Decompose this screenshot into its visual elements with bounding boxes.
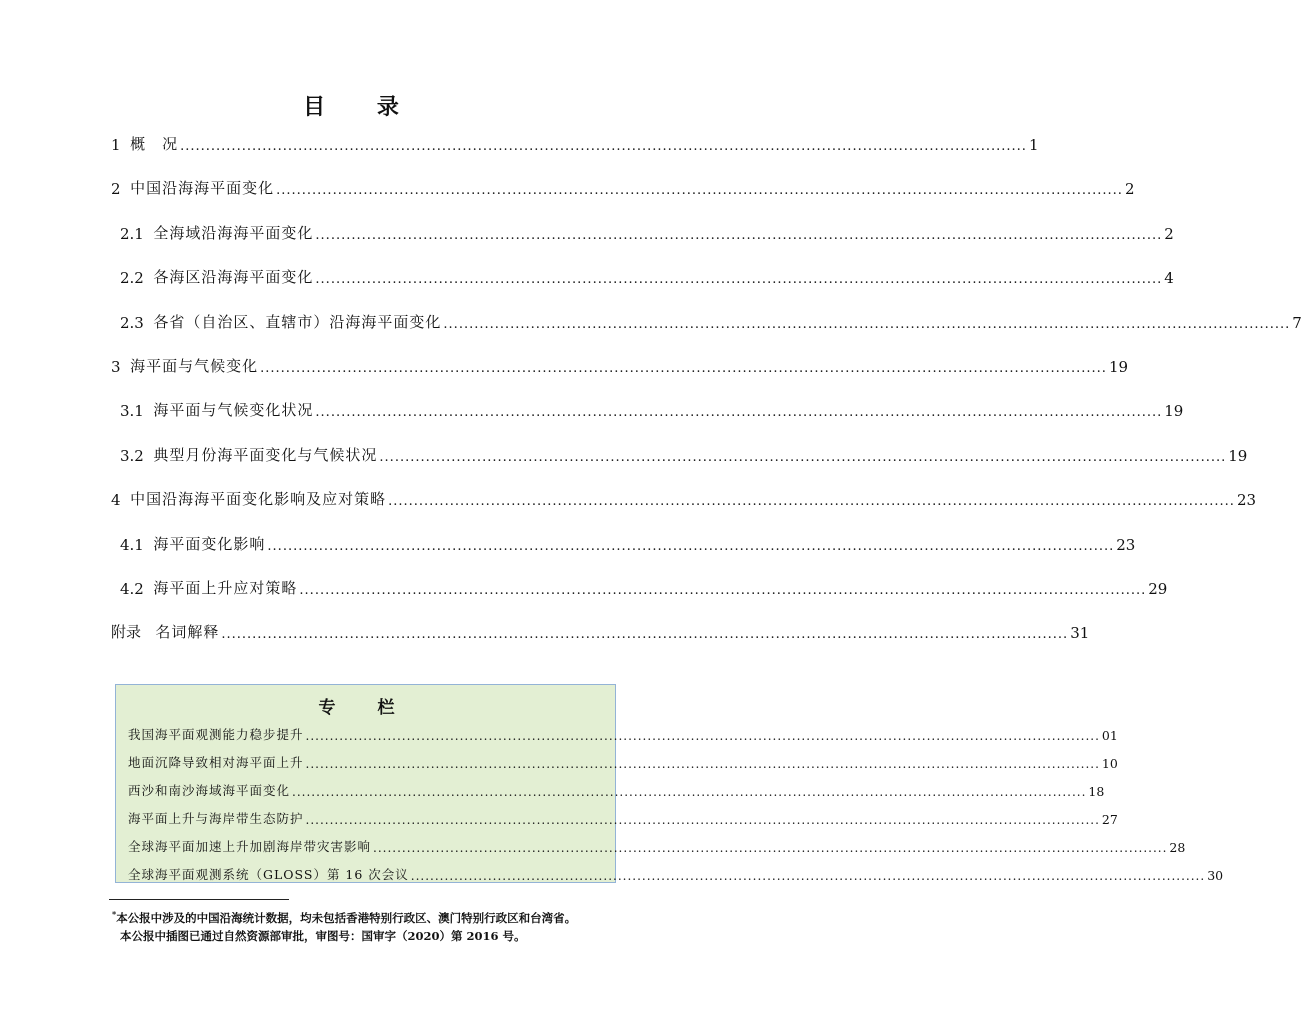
toc-number: 4 — [111, 491, 121, 510]
column-page: 18 — [1088, 784, 1105, 799]
toc-entry[interactable] — [111, 177, 1135, 199]
toc-number: 2.2 — [120, 269, 144, 288]
toc-label: 典型月份海平面变化与气候状况 — [153, 445, 378, 464]
toc-number: 3.2 — [120, 446, 144, 465]
toc-page: 29 — [1148, 579, 1168, 598]
toc-label: 海平面上升应对策略 — [153, 578, 298, 597]
footnote-text-1: 本公报中涉及的中国沿海统计数据，均未包括香港特别行政区、澳门特别行政区和台湾省。 — [116, 910, 577, 925]
toc-leader: ..................................................................................................................................................................... — [180, 139, 1027, 154]
column-leader: ..................................................................................................................................................................... — [305, 729, 1100, 743]
special-column-box — [115, 684, 1224, 883]
toc-entry[interactable] — [111, 533, 1136, 554]
column-entry[interactable] — [128, 783, 1105, 799]
toc-number: 3 — [111, 357, 121, 376]
toc-page: 1 — [1028, 136, 1039, 154]
column-label: 全球海平面观测系统（GLOSS）第 16 次会议 — [128, 867, 409, 882]
toc-leader: ..................................................................................................................................................................... — [221, 627, 1069, 643]
toc-leader: ..................................................................................................................................................................... — [260, 360, 1107, 376]
column-entry[interactable] — [128, 839, 1186, 855]
column-label: 我国海平面观测能力稳步提升 — [128, 727, 304, 742]
toc-entry[interactable] — [111, 133, 1039, 154]
footnote — [112, 905, 576, 945]
toc-leader: ..................................................................................................................................................................... — [267, 538, 1115, 554]
toc-number: 3.1 — [120, 402, 144, 421]
toc-label: 海平面与气候变化状况 — [153, 401, 314, 420]
toc-number: 4.2 — [120, 579, 144, 598]
toc-label: 中国沿海海平面变化影响及应对策略 — [130, 490, 387, 509]
column-entry[interactable] — [128, 727, 1118, 743]
toc-page: 4 — [1164, 269, 1174, 288]
toc-entry[interactable] — [111, 577, 1168, 598]
column-leader: ..................................................................................................................................................................... — [305, 757, 1100, 771]
special-column-title: 专 栏 — [318, 698, 413, 718]
toc-leader: ..................................................................................................................................................................... — [299, 582, 1147, 598]
toc-leader: ..................................................................................................................................................................... — [388, 494, 1235, 510]
column-entry[interactable] — [128, 811, 1118, 827]
toc-leader: ..................................................................................................................................................................... — [443, 316, 1291, 332]
toc-label: 海平面变化影响 — [153, 534, 266, 553]
toc-label: 全海域沿海海平面变化 — [153, 223, 314, 242]
column-leader: ..................................................................................................................................................................... — [410, 869, 1206, 883]
column-entry[interactable] — [128, 867, 1224, 883]
toc-label: 各省（自治区、直辖市）沿海海平面变化 — [153, 312, 442, 331]
toc-entry[interactable] — [111, 266, 1174, 288]
toc-page: 2 — [1124, 180, 1135, 199]
page-title: 目 录 — [303, 94, 421, 120]
toc-page: 19 — [1228, 446, 1248, 465]
toc-number: 1 — [111, 136, 121, 154]
toc-label: 概 况 — [130, 135, 179, 153]
toc-leader: ..................................................................................................................................................................... — [315, 272, 1163, 288]
toc-number: 4.1 — [120, 535, 144, 554]
toc-leader: ..................................................................................................................................................................... — [315, 227, 1163, 243]
column-page: 27 — [1101, 812, 1118, 827]
toc-number: 附录 — [111, 623, 142, 642]
column-leader: ..................................................................................................................................................................... — [373, 841, 1168, 855]
toc-page: 23 — [1116, 535, 1136, 554]
toc-entry[interactable] — [111, 444, 1248, 465]
column-label: 地面沉降导致相对海平面上升 — [128, 755, 304, 770]
column-page: 30 — [1207, 868, 1224, 883]
toc-leader: ..................................................................................................................................................................... — [379, 449, 1227, 465]
table-of-contents — [111, 133, 1302, 666]
toc-number: 2.1 — [120, 224, 144, 243]
toc-label: 名词解释 — [155, 623, 220, 642]
footnote-mark: * — [112, 909, 117, 919]
column-page: 01 — [1101, 728, 1118, 743]
toc-page: 31 — [1070, 624, 1090, 643]
toc-page: 19 — [1108, 357, 1129, 376]
toc-number: 2.3 — [120, 313, 144, 332]
toc-leader: ..................................................................................................................................................................... — [315, 405, 1163, 421]
toc-entry[interactable] — [111, 311, 1302, 332]
toc-page: 23 — [1236, 491, 1257, 510]
toc-label: 海平面与气候变化 — [130, 356, 259, 375]
column-label: 全球海平面加速上升加剧海岸带灾害影响 — [128, 839, 372, 854]
footnote-divider — [109, 899, 289, 900]
toc-page: 7 — [1292, 313, 1302, 332]
column-label: 西沙和南沙海域海平面变化 — [128, 783, 291, 798]
column-page: 28 — [1169, 840, 1186, 855]
column-leader: ..................................................................................................................................................................... — [305, 813, 1100, 827]
column-entry[interactable] — [128, 755, 1118, 771]
toc-number: 2 — [111, 180, 121, 199]
toc-entry[interactable] — [111, 355, 1129, 376]
toc-page: 19 — [1164, 402, 1184, 421]
column-leader: ..................................................................................................................................................................... — [292, 785, 1087, 799]
toc-label: 中国沿海海平面变化 — [130, 179, 275, 198]
toc-leader: ..................................................................................................................................................................... — [276, 183, 1123, 199]
toc-entry[interactable] — [111, 621, 1090, 643]
toc-page: 2 — [1164, 224, 1174, 243]
footnote-line-1 — [112, 905, 576, 927]
footnote-text-2: 本公报中插图已通过自然资源部审批，审图号：国审字（2020）第 2016 号。 — [120, 928, 526, 943]
toc-label: 各海区沿海海平面变化 — [153, 268, 314, 287]
toc-entry[interactable] — [111, 399, 1184, 421]
toc-entry[interactable] — [111, 488, 1257, 510]
column-label: 海平面上升与海岸带生态防护 — [128, 811, 304, 826]
column-page: 10 — [1101, 756, 1118, 771]
toc-entry[interactable] — [111, 222, 1174, 243]
